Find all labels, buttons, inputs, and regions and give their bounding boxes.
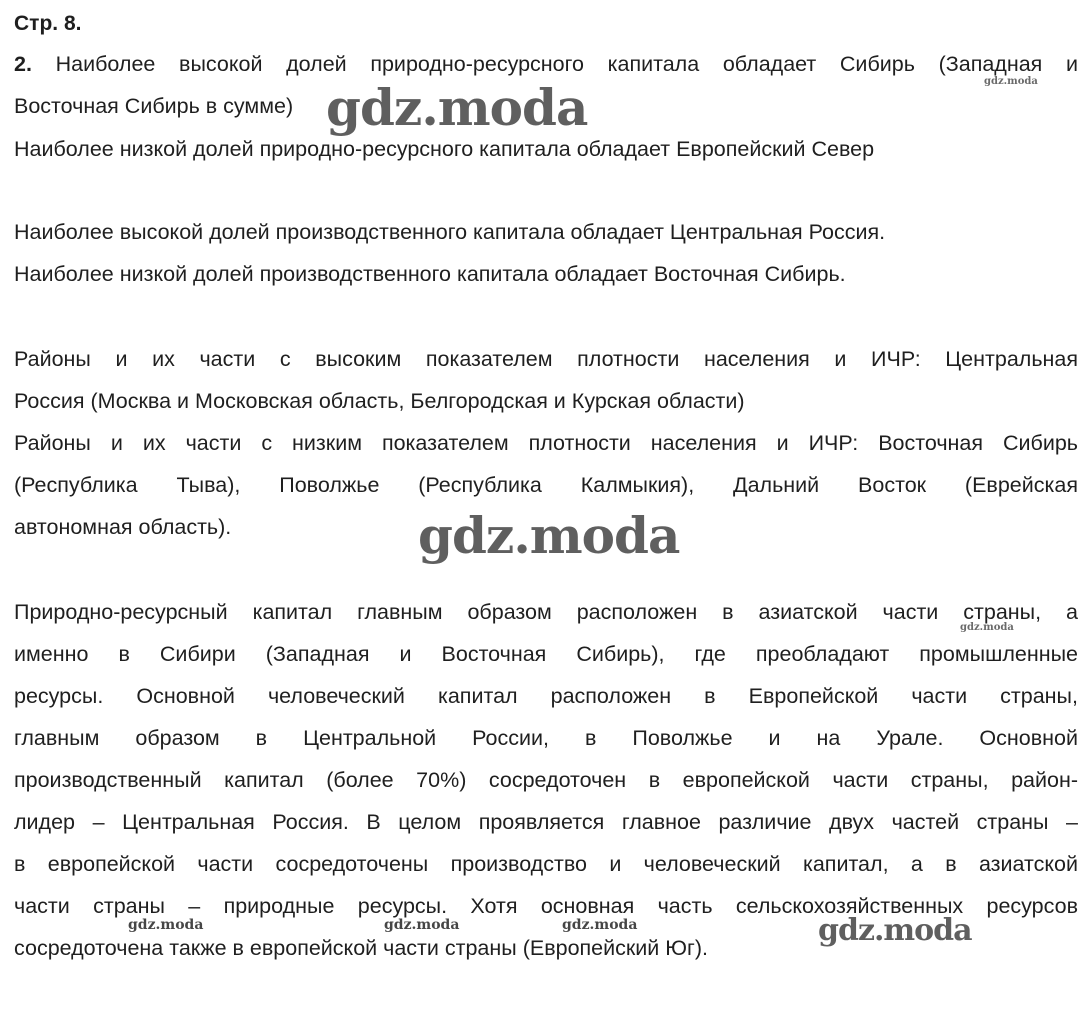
watermark: gdz.moda <box>562 917 638 933</box>
watermark: gdz.moda <box>960 622 1014 633</box>
paragraph-line: автономная область). <box>14 515 232 539</box>
paragraph-line: (Республика Тыва), Поволжье (Республика Калмыкия), Дальний Восток (Еврейская <box>14 473 1078 497</box>
paragraph-line: Наиболее низкой долей природно-ресурсного капитала обладает Европейский Север <box>14 137 875 161</box>
paragraph-line: Районы и их части с высоким показателем плотности населения и ИЧР: Центральная <box>14 347 1078 371</box>
paragraph-line: части страны – природные ресурсы. Хотя основная часть сельскохозяйственных ресурсов <box>14 894 1078 918</box>
paragraph-line: Восточная Сибирь в сумме) <box>14 94 294 118</box>
paragraph-line: Россия (Москва и Московская область, Белгородская и Курская области) <box>14 389 745 413</box>
watermark: gdz.moda <box>384 917 460 933</box>
paragraph-line: лидер – Центральная Россия. В целом проявляется главное различие двух частей страны – <box>14 810 1078 834</box>
paragraph-line: в европейской части сосредоточены производство и человеческий капитал, а в азиатской <box>14 852 1078 876</box>
paragraph-text: Наиболее высокой долей природно-ресурсного капитала обладает Сибирь (Западная и <box>55 52 1078 76</box>
paragraph-line: главным образом в Центральной России, в Поволжье и на Урале. Основной <box>14 726 1078 750</box>
paragraph-line: именно в Сибири (Западная и Восточная Сибирь), где преобладают промышленные <box>14 642 1078 666</box>
paragraph-line: производственный капитал (более 70%) сосредоточен в европейской части страны, район- <box>14 768 1078 792</box>
watermark: gdz.moda <box>128 917 204 933</box>
paragraph-line: Наиболее низкой долей производственного капитала обладает Восточная Сибирь. <box>14 262 846 286</box>
paragraph-line: ресурсы. Основной человеческий капитал расположен в Европейской части страны, <box>14 684 1078 708</box>
watermark: gdz.moda <box>326 78 588 137</box>
paragraph-line: Природно-ресурсный капитал главным образом расположен в азиатской части страны, а <box>14 600 1078 624</box>
page-label: Стр. 8. <box>14 12 82 35</box>
paragraph-line <box>14 51 1078 77</box>
watermark: gdz.moda <box>984 76 1038 87</box>
paragraph-line: Наиболее высокой долей производственного капитала обладает Центральная Россия. <box>14 220 886 244</box>
watermark: gdz.moda <box>818 913 972 948</box>
watermark: gdz.moda <box>418 506 680 565</box>
paragraph-line: Районы и их части с низким показателем плотности населения и ИЧР: Восточная Сибирь <box>14 431 1078 455</box>
task-number: 2. <box>14 52 32 76</box>
paragraph-line: сосредоточена также в европейской части страны (Европейский Юг). <box>14 936 708 960</box>
